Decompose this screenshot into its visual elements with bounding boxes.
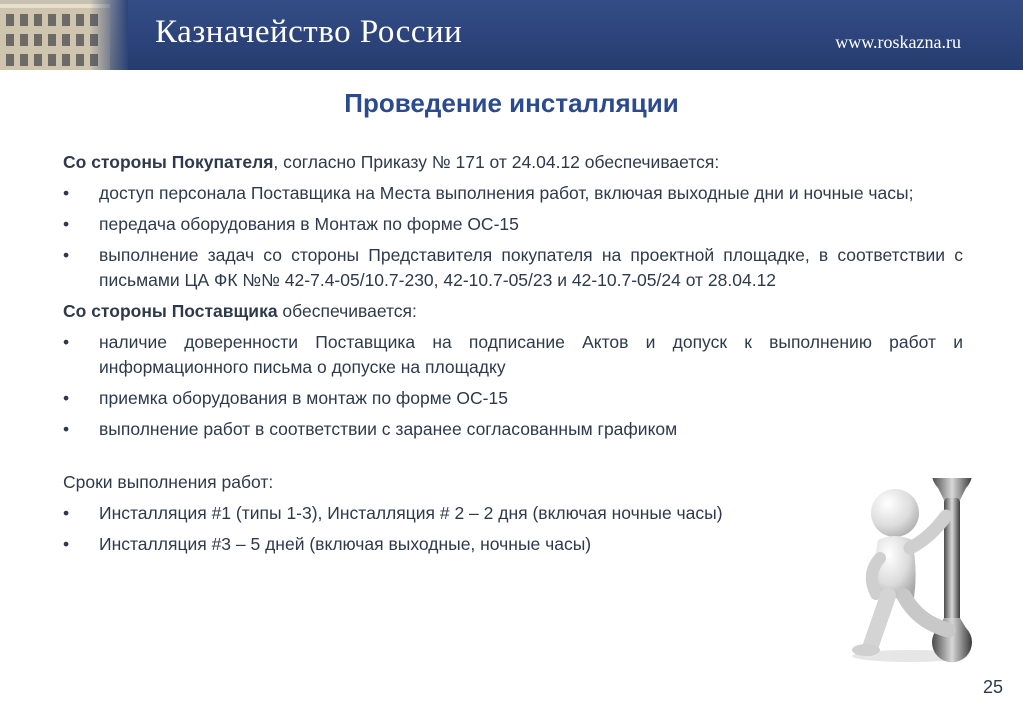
list-item — [63, 243, 963, 293]
person-with-wrench-icon — [840, 478, 980, 663]
list-item — [63, 330, 963, 380]
building-photo-icon — [0, 0, 128, 70]
list-item — [63, 501, 963, 526]
bullet-icon: • — [63, 388, 70, 408]
list-item-text: Инсталляция #1 (типы 1-3), Инсталляция # 2 – 2 дня (включая ночные часы) — [99, 503, 723, 523]
list-item — [63, 532, 963, 557]
bullet-icon: • — [63, 534, 70, 554]
list-item-text: Инсталляция #3 – 5 дней (включая выходные, ночные часы) — [99, 534, 592, 554]
buyer-lead-bold: Со стороны Покупателя — [63, 152, 274, 172]
list-item — [63, 386, 963, 411]
list-item — [63, 181, 963, 206]
buyer-lead — [63, 150, 963, 175]
bullet-icon: • — [63, 245, 70, 265]
list-item — [63, 212, 963, 237]
slide-content — [63, 150, 963, 563]
buyer-lead-rest: , согласно Приказу № 171 от 24.04.12 обеспечивается: — [273, 152, 720, 172]
list-item-text: наличие доверенности Поставщика на подписание Актов и допуск к выполнению работ и информационного письма о допуске на площадку — [99, 332, 963, 377]
header-banner — [0, 0, 1023, 70]
list-item-text: выполнение задач со стороны Представителя покупателя на проектной площадке, в соответствии с письмами ЦА ФК №№ 42-7.4-05/10.7-230, 42-10.7-05/23 и 42-10.7-05/24 от 28.04.12 — [99, 245, 963, 290]
page-title: Проведение инсталляции — [344, 88, 679, 118]
page-number: 25 — [982, 677, 1003, 697]
spacer — [63, 448, 963, 470]
brand-title: Казначейство России — [155, 14, 463, 50]
list-item-text: выполнение работ в соответствии с заранее согласованным графиком — [99, 419, 678, 439]
supplier-lead-bold: Со стороны Поставщика — [63, 301, 278, 321]
bullet-icon: • — [63, 419, 70, 439]
bullet-icon: • — [63, 183, 70, 203]
bullet-icon: • — [63, 214, 70, 234]
list-item-text: доступ персонала Поставщика на Места выполнения работ, включая выходные дни и ночные часы; — [99, 183, 914, 203]
supplier-lead-rest: обеспечивается: — [277, 301, 417, 321]
bullet-icon: • — [63, 503, 70, 523]
list-item-text: приемка оборудования в монтаж по форме ОС-15 — [99, 388, 508, 408]
list-item — [63, 417, 963, 442]
site-url: www.roskazna.ru — [835, 32, 961, 52]
bullet-icon: • — [63, 332, 70, 352]
list-item-text: передача оборудования в Монтаж по форме ОС-15 — [99, 214, 519, 234]
supplier-lead — [63, 299, 963, 324]
terms-lead: Сроки выполнения работ: — [63, 472, 274, 492]
